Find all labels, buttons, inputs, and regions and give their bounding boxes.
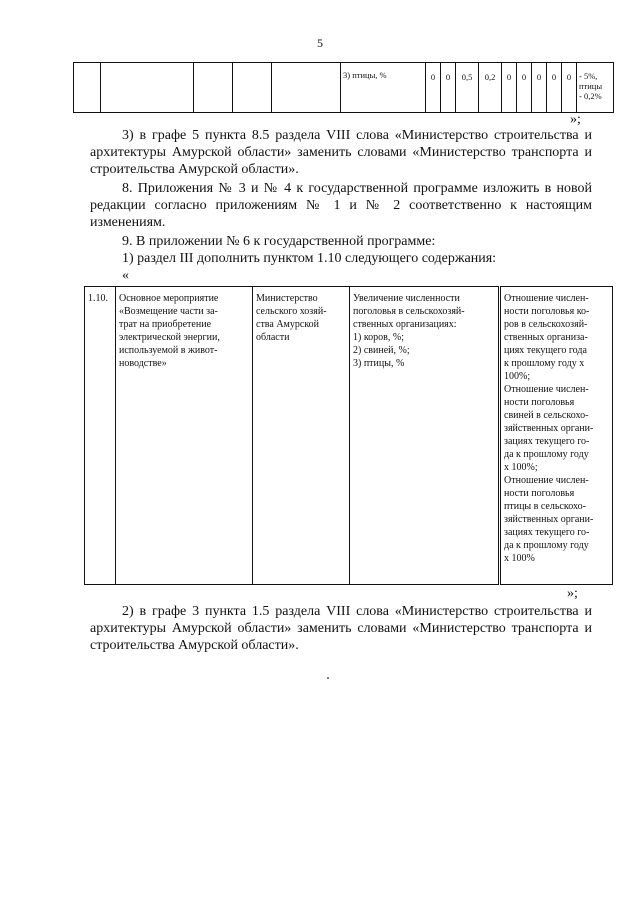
closing-quote-mark: »; [567, 586, 578, 601]
executor-line: ства Амурской [256, 319, 320, 330]
top-cell-value: 0 [562, 63, 577, 113]
indicator-line: 3) птицы, % [353, 358, 405, 369]
cell-calculation-method [500, 287, 613, 585]
method-line: Отношение числен- [504, 293, 589, 304]
top-cell-empty [101, 63, 194, 113]
executor-line: Министерство [256, 293, 318, 304]
paragraph-appendix-6: 9. В приложении № 6 к государственной программе: [122, 234, 436, 249]
top-cell-label: 3) птицы, % [341, 63, 426, 113]
top-cell-empty [272, 63, 341, 113]
method-line: 100%; [504, 371, 531, 382]
top-cell-empty [194, 63, 233, 113]
indicator-line: поголовья в сельскохозяй- [353, 306, 465, 317]
page-number: 5 [317, 36, 323, 50]
method-line: ственных организа- [504, 332, 588, 343]
top-last-line: птицы [579, 81, 603, 91]
paragraph-graph3-replacement: 2) в графе 3 пункта 1.5 раздела VIII слова «Министерство строительства и архитектуры Амурской области» заменить словами «Министерство транспорта и строительства Амурской области». [90, 604, 592, 653]
top-cell-value: 0 [502, 63, 517, 113]
top-cell-value: 0,5 [456, 63, 479, 113]
activity-line: новодстве» [119, 358, 167, 369]
paragraph-section-3-addition: 1) раздел III дополнить пунктом 1.10 следующего содержания: [122, 251, 497, 266]
activity-line: Основное мероприятие [119, 293, 219, 304]
top-cell-value: 0,2 [479, 63, 502, 113]
activity-line: «Возмещение части за- [119, 306, 218, 317]
top-cell-last [577, 63, 614, 113]
top-last-line: - 5%, [579, 71, 598, 81]
activity-line: используемой в живот- [119, 345, 218, 356]
table-row [85, 287, 613, 585]
scan-speck [327, 677, 329, 679]
method-line: зяйственных органи- [504, 423, 594, 434]
method-line: ности поголовья [504, 488, 575, 499]
method-line: зациях текущего го- [504, 527, 590, 538]
method-line: зяйственных органи- [504, 514, 594, 525]
cell-number: 1.10. [85, 287, 116, 585]
top-cell-empty [233, 63, 272, 113]
cell-executor [253, 287, 350, 585]
closing-quote-mark: »; [570, 112, 581, 127]
executor-line: области [256, 332, 290, 343]
method-line: ности поголовья ко- [504, 306, 590, 317]
top-last-line: - 0,2% [579, 91, 602, 101]
method-line: да к прошлому году [504, 449, 589, 460]
indicator-line: Увеличение численности [353, 293, 460, 304]
method-line: птицы в сельскохо- [504, 501, 586, 512]
top-cell-value: 0 [547, 63, 562, 113]
top-cell-value: 0 [532, 63, 547, 113]
method-line: x 100% [504, 553, 535, 564]
method-line: зациях текущего го- [504, 436, 590, 447]
method-line: Отношение числен- [504, 384, 589, 395]
cell-activity [116, 287, 253, 585]
method-line: циях текущего года [504, 345, 587, 356]
method-line: ности поголовья [504, 397, 575, 408]
top-cell-value: 0 [426, 63, 441, 113]
opening-quote-mark: « [122, 268, 129, 283]
method-line: x 100%; [504, 462, 538, 473]
cell-indicator [350, 287, 500, 585]
activity-line: трат на приобретение [119, 319, 212, 330]
indicator-line: 2) свиней, %; [353, 345, 410, 356]
top-cell-value: 0 [441, 63, 456, 113]
method-line: ров в сельскохозяй- [504, 319, 588, 330]
method-line: свиней в сельскохо- [504, 410, 589, 421]
top-cell-empty [74, 63, 101, 113]
activity-line: электрической энергии, [119, 332, 220, 343]
executor-line: сельского хозяй- [256, 306, 327, 317]
method-line: Отношение числен- [504, 475, 589, 486]
indicator-line: 1) коров, %; [353, 332, 405, 343]
paragraph-graph5-replacement: 3) в графе 5 пункта 8.5 раздела VIII слова «Министерство строительства и архитектуры Амурской области» заменить словами «Министерство транспорта и строительства Амурской области». [90, 128, 592, 177]
method-line: да к прошлому году [504, 540, 589, 551]
main-table [84, 286, 613, 585]
top-table-fragment [73, 62, 614, 113]
top-cell-value: 0 [517, 63, 532, 113]
paragraph-appendices-3-4: 8. Приложения № 3 и № 4 к государственной программе изложить в новой редакции согласно приложениям № 1 и № 2 соответственно к настоящим изменениям. [90, 181, 592, 230]
indicator-line: ственных организациях: [353, 319, 457, 330]
method-line: к прошлому году x [504, 358, 585, 369]
